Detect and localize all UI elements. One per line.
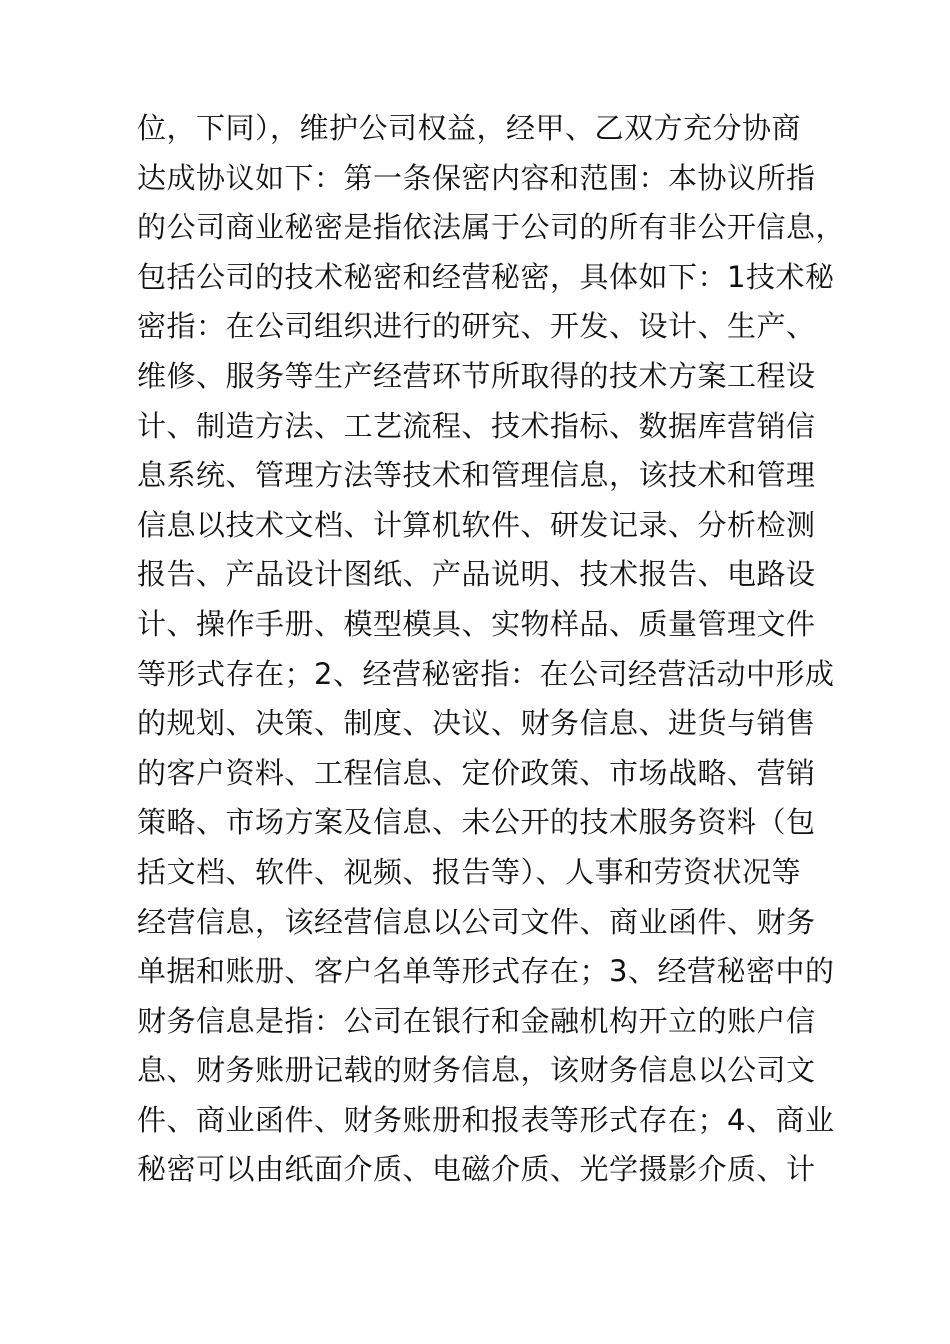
text-line: 报告、产品设计图纸、产品说明、技术报告、电路设 [137,557,816,592]
text-line: 件、商业函件、财务账册和报表等形式存在；4、商业 [137,1102,835,1137]
text-line: 计、制造方法、工艺流程、技术指标、数据库营销信 [137,408,816,443]
text-line: 单据和账册、客户名单等形式存在；3、经营秘密中的 [137,954,835,989]
text-line: 秘密可以由纸面介质、电磁介质、光学摄影介质、计 [137,1152,816,1187]
text-line: 密指：在公司组织进行的研究、开发、设计、生产、 [137,309,816,344]
text-line: 维修、服务等生产经营环节所取得的技术方案工程设 [137,358,816,393]
text-line: 信息以技术文档、计算机软件、研发记录、分析检测 [137,507,816,542]
text-line: 位，下同），维护公司权益，经甲、乙双方充分协商 [137,111,802,145]
text-line: 经营信息，该经营信息以公司文件、商业函件、财务 [137,904,816,939]
text-line: 息、财务账册记载的财务信息，该财务信息以公司文 [137,1053,816,1088]
text-line: 的规划、决策、制度、决议、财务信息、进货与销售 [137,706,816,741]
text-line: 息系统、管理方法等技术和管理信息，该技术和管理 [137,458,816,493]
text-line: 的公司商业秘密是指依法属于公司的所有非公开信息， [137,210,846,245]
text-line: 包括公司的技术秘密和经营秘密，具体如下：1技术秘 [137,259,835,294]
text-line: 策略、市场方案及信息、未公开的技术服务资料（包 [137,805,816,840]
text-line: 等形式存在；2、经营秘密指：在公司经营活动中形成 [137,656,835,691]
text-line: 计、操作手册、模型模具、实物样品、质量管理文件 [137,606,816,641]
text-line: 达成协议如下：第一条保密内容和范围：本协议所指 [137,160,816,195]
text-line: 的客户资料、工程信息、定价政策、市场战略、营销 [137,755,816,790]
body-text [137,104,847,1195]
text-line: 括文档、软件、视频、报告等）、人事和劳资状况等 [137,854,802,889]
text-line: 财务信息是指：公司在银行和金融机构开立的账户信 [137,1003,816,1038]
